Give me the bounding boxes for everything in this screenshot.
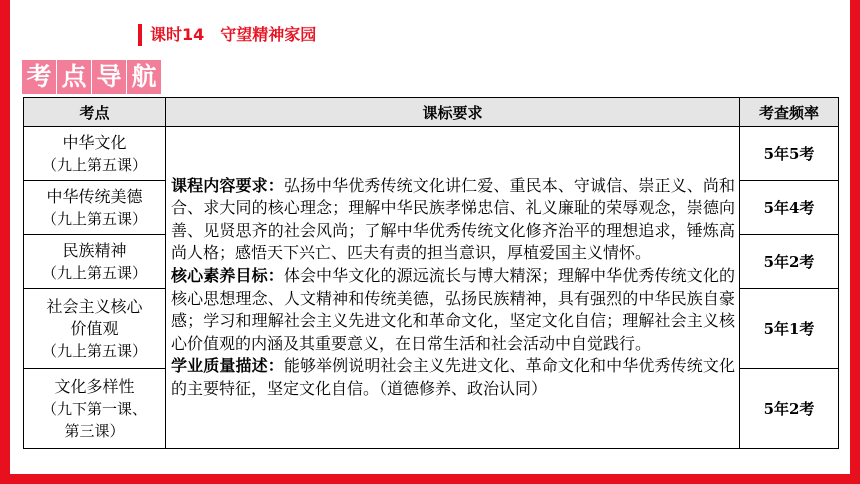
- frequency-cell: 5年1考: [740, 289, 839, 369]
- topic-lesson: （九上第五课）: [41, 155, 147, 174]
- topic-name: 社会主义核心: [46, 296, 143, 316]
- topic-cell: [24, 181, 166, 235]
- topic-name: 文化多样性: [54, 376, 135, 396]
- topic-lesson: （九上第五课）: [41, 209, 147, 228]
- badge-char: 考: [22, 60, 56, 94]
- exam-points-table: [23, 97, 839, 449]
- left-border: [0, 0, 10, 484]
- topic-cell: [24, 289, 166, 369]
- topic-cell: [24, 369, 166, 449]
- frequency-cell: 5年4考: [740, 181, 839, 235]
- bottom-border: [0, 474, 860, 484]
- title-accent-bar: [138, 24, 142, 46]
- topic-name: 价值观: [70, 318, 119, 338]
- requirement-label: 课程内容要求：: [171, 175, 284, 195]
- requirements-cell: [166, 127, 740, 449]
- badge-char: 点: [57, 60, 91, 94]
- column-header-topic: 考点: [24, 98, 166, 127]
- requirement-label: 核心素养目标：: [171, 265, 284, 285]
- topic-lesson: （九上第五课）: [41, 263, 147, 282]
- topic-lesson: （九上第五课）: [41, 341, 147, 360]
- topic-cell: [24, 127, 166, 181]
- frequency-cell: 5年5考: [740, 127, 839, 181]
- frequency-cell: 5年2考: [740, 369, 839, 449]
- column-header-requirements: 课标要求: [166, 98, 740, 127]
- requirement-label: 学业质量描述：: [171, 356, 284, 376]
- requirement-text: 能够举例说明社会主义先进文化、革命文化和中华优秀传统文化的主要特征，坚定文化自信。（道德修养、政治认同）: [171, 356, 735, 398]
- badge-char: 导: [92, 60, 126, 94]
- requirement-text: 弘扬中华优秀传统文化讲仁爱、重民本、守诚信、崇正义、尚和合、求大同的核心理念；理解中华民族孝悌忠信、礼义廉耻的荣辱观念，崇德向善、见贤思齐的社会风尚；了解中华优秀传统文化修齐治平的理想追求，锤炼高尚人格；感悟天下兴亡、匹夫有责的担当意识，厚植爱国主义情怀。: [171, 175, 735, 263]
- table-header-row: [24, 98, 839, 127]
- topic-lesson: （九下第一课、: [41, 399, 147, 418]
- topic-lesson: 第三课）: [64, 421, 125, 440]
- lesson-title: 课时14 守望精神家园: [150, 25, 317, 44]
- section-badge: [22, 60, 162, 94]
- requirement-text: 体会中华文化的源远流长与博大精深；理解中华优秀传统文化的核心思想理念、人文精神和传统美德，弘扬民族精神，具有强烈的中华民族自豪感；学习和理解社会主义先进文化和革命文化，坚定文化自信；理解社会主义核心价值观的内涵及其重要意义，在日常生活和社会活动中自觉践行。: [171, 265, 735, 353]
- topic-name: 中华传统美德: [46, 186, 143, 206]
- right-border: [850, 0, 860, 484]
- table-row: [24, 127, 839, 181]
- frequency-cell: 5年2考: [740, 235, 839, 289]
- topic-cell: [24, 235, 166, 289]
- column-header-frequency: 考查频率: [740, 98, 839, 127]
- badge-char: 航: [127, 60, 161, 94]
- topic-name: 民族精神: [62, 240, 127, 260]
- topic-name: 中华文化: [62, 132, 127, 152]
